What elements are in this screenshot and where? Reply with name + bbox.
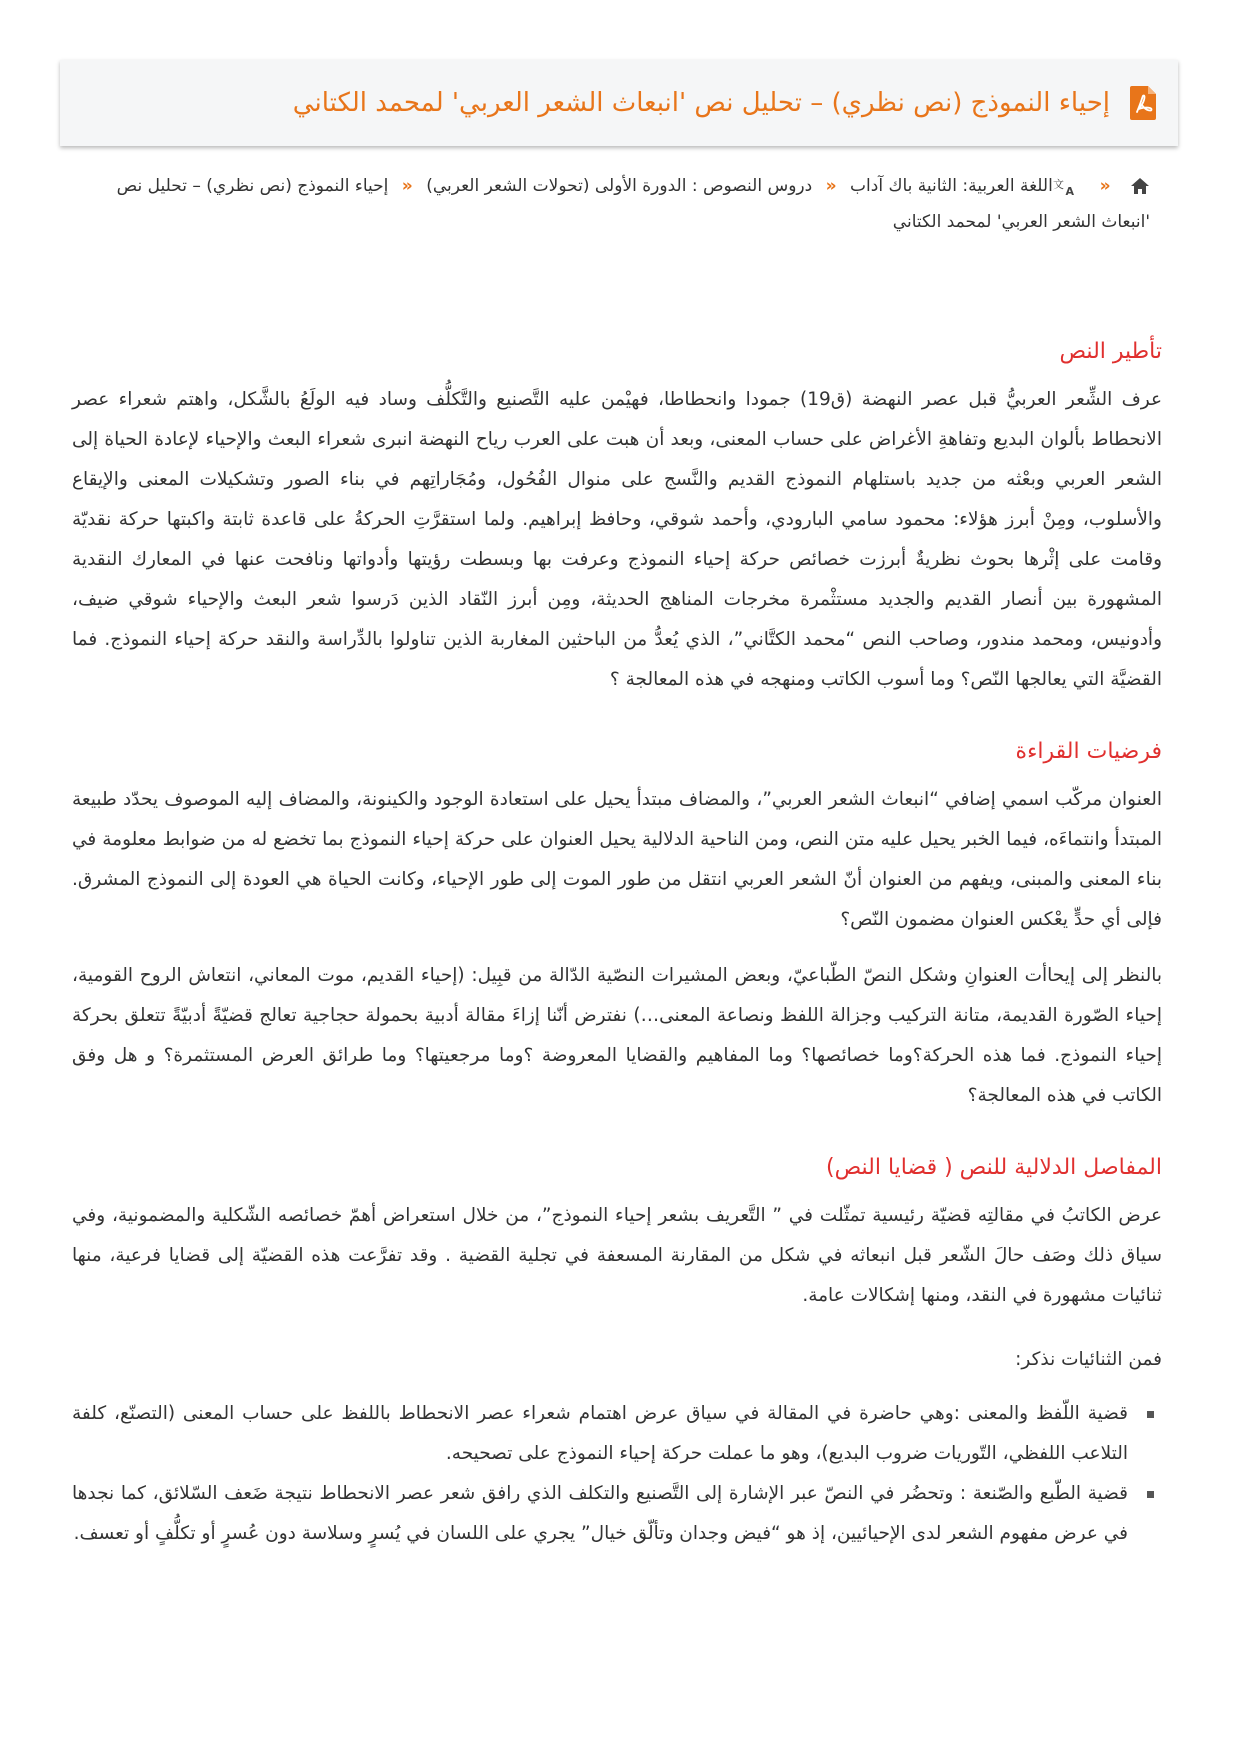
list-item-text: قضية اللّفظ والمعنى :وهي حاضرة في المقالة في سياق عرض اهتمام شعراء عصر الانحطاط باللفظ على حساب المعنى (التصنّع، كلفة التلاعب اللفظي، التّوريات ضروب البديع)، وهو ما عملت حركة إحياء النموذج على تصحيحه. (72, 1403, 1128, 1464)
svg-text:文: 文 (1053, 178, 1065, 191)
page-title[interactable]: إحياء النموذج (نص نظري) – تحليل نص 'انبعاث الشعر العربي' لمحمد الكتاني (292, 88, 1110, 118)
translate-icon (1053, 176, 1086, 198)
list-item-text: قضية الطّبع والصّنعة : وتحضُر في النصّ عبر الإشارة إلى التَّصنيع والتكلف الذي رافق شعر عصر الانحطاط نتيجة ضَعف السّلائق، كما نجدها في عرض مفهوم الشعر لدى الإحيائيين، إذ هو “فيض وجدان وتألّق خيال” يجري على اللسان في يُسرٍ وسلاسة دون عُسرٍ أو تكلُّفٍ أو تعسف. (72, 1483, 1128, 1544)
page-title-card (60, 60, 1178, 146)
pdf-icon[interactable] (1130, 86, 1156, 120)
square-bullet-icon (1147, 1491, 1154, 1498)
breadcrumb (90, 168, 1150, 240)
section-heading-hypotheses: فرضيات القراءة (1015, 739, 1162, 764)
article-content (72, 330, 1162, 1554)
section-framing (72, 330, 1162, 700)
section-hypotheses (72, 730, 1162, 1116)
paragraph-framing: عرف الشِّعر العربيُّ قبل عصر النهضة (ق19) جمودا وانحطاطا، فهيْمن عليه التَّصنيع والتَّكلُّف وساد فيه الولَعُ بالشَّكل، واهتم شعراء عصر الانحطاط بألوان البديع وتفاهةِ الأغراض على حساب المعنى، وبعد أن هبت على العرب رياح النهضة انبرى شعراء البعث والإحياء لإعادة الحياة إلى الشعر العربي وبعْثه من جديد باستلهام النموذج القديم والنَّسج على منوال الفُحُول، ومُجَاراتِهم في بناء الصور وتشكيلات المعنى والإيقاع والأسلوب، ومِنْ أبرز هؤلاء: محمود سامي البارودي، وأحمد شوقي، وحافظ إبراهيم. ولما استقرَّتِ الحركةُ على قاعدة ثابتة واكبتها حركة نقديّة وقامت على إثْرها بحوث نظريةٌ أبرزت خصائص حركة إحياء النموذج وعرفت بها وبسطت رؤيتها وأدواتها ونافحت عنها في المعارك النقدية المشهورة بين أنصار القديم والجديد مستثْمرة مخرجات المناهج الحديثة، ومِن أبرز النّقاد الذين دَرسوا شعر البعث والإحياء شوقي ضيف، وأدونيس، ومحمد مندور، وصاحب النص “محمد الكتَّاني”، الذي يُعدُّ من الباحثين المغاربة الذين تناولوا بالدِّراسة والنقد حركة إحياء النموذج. فما القضيَّة التي يعالجها النّص؟ وما أسوب الكاتب ومنهجه في هذه المعالجة ؟ (72, 389, 1162, 690)
breadcrumb-item-lessons[interactable]: دروس النصوص : الدورة الأولى (تحولات الشعر العربي) (426, 176, 813, 196)
breadcrumb-separator: « (825, 176, 837, 196)
paragraph-semantic-2: فمن الثنائيات نذكر: (1015, 1349, 1162, 1370)
breadcrumb-separator: « (1099, 176, 1111, 196)
paragraph-semantic-1: عرض الكاتبُ في مقالتِه قضيّة رئيسية تمثّلت في ” التَّعريف بشعر إحياء النموذج”، من خلال استعراض أهمّ خصائصه الشّكلية والمضمونية، وفي سياق ذلك وصَف حالَ الشّعر قبل انبعاثه في شكل من المقارنة المسعفة في تجلية القضية . وقد تفرَّعت هذه القضيّة إلى قضايا فرعية، منها ثنائيات مشهورة في النقد، ومنها إشكالات عامة. (72, 1205, 1162, 1306)
list-item (72, 1394, 1162, 1474)
list-item (72, 1474, 1162, 1554)
paragraph-hypotheses-1: العنوان مركّب اسمي إضافي “انبعاث الشعر العربي”، والمضاف مبتدأ يحيل على استعادة الوجود والكينونة، والمضاف إليه الموصوف يحدّد طبيعة المبتدأ وانتماءَه، فيما الخبر يحيل عليه متن النص، ومن الناحية الدلالية يحيل العنوان على حركة إحياء النموذج بما تخضع له من ضوابط معلومة في بناء المعنى والمبنى، ويفهم من العنوان أنّ الشعر العربي انتقل من طور الموت إلى طور الإحياء، وكانت الحياة هي العودة إلى النموذج المشرق. فإلى أي حدٍّ يعْكس العنوان مضمون النّص؟ (72, 789, 1162, 930)
breadcrumb-item-current: إحياء النموذج (نص نظري) – تحليل نص 'انبعاث الشعر العربي' لمحمد الكتاني (116, 176, 1150, 232)
section-heading-semantic: المفاصل الدلالية للنص ( قضايا النص) (826, 1155, 1162, 1180)
breadcrumb-item-subject[interactable]: اللغة العربية: الثانية باك آداب (850, 176, 1053, 196)
breadcrumb-separator: « (401, 176, 413, 196)
pairs-list (72, 1394, 1162, 1554)
svg-text:A: A (1065, 185, 1075, 198)
home-icon[interactable] (1130, 177, 1150, 195)
square-bullet-icon (1147, 1411, 1154, 1418)
section-heading-framing: تأطير النص (1059, 339, 1162, 364)
section-semantic (72, 1146, 1162, 1554)
paragraph-hypotheses-2: بالنظر إلى إيحاأت العنوانِ وشكل النصّ الطّباعيّ، وبعض المشيرات النصّية الدّالة من قبِيل: (إحياء القديم، موت المعاني، انتعاش الروح القومية، إحياء الصّورة القديمة، متانة التركيب وجزالة اللفظ ونصاعة المعنى…) نفترض أنّنا إزاءَ مقالة أدبية بحمولة حجاجية تعالج قضيّةً أدبيّةً تتعلق بحركة إحياء النموذج. فما هذه الحركة؟وما خصائصها؟ وما المفاهيم والقضايا المعروضة ؟وما مرجعيتها؟ وما طرائق العرض المستثمرة؟ و هل وفق الكاتب في هذه المعالجة؟ (72, 965, 1162, 1106)
